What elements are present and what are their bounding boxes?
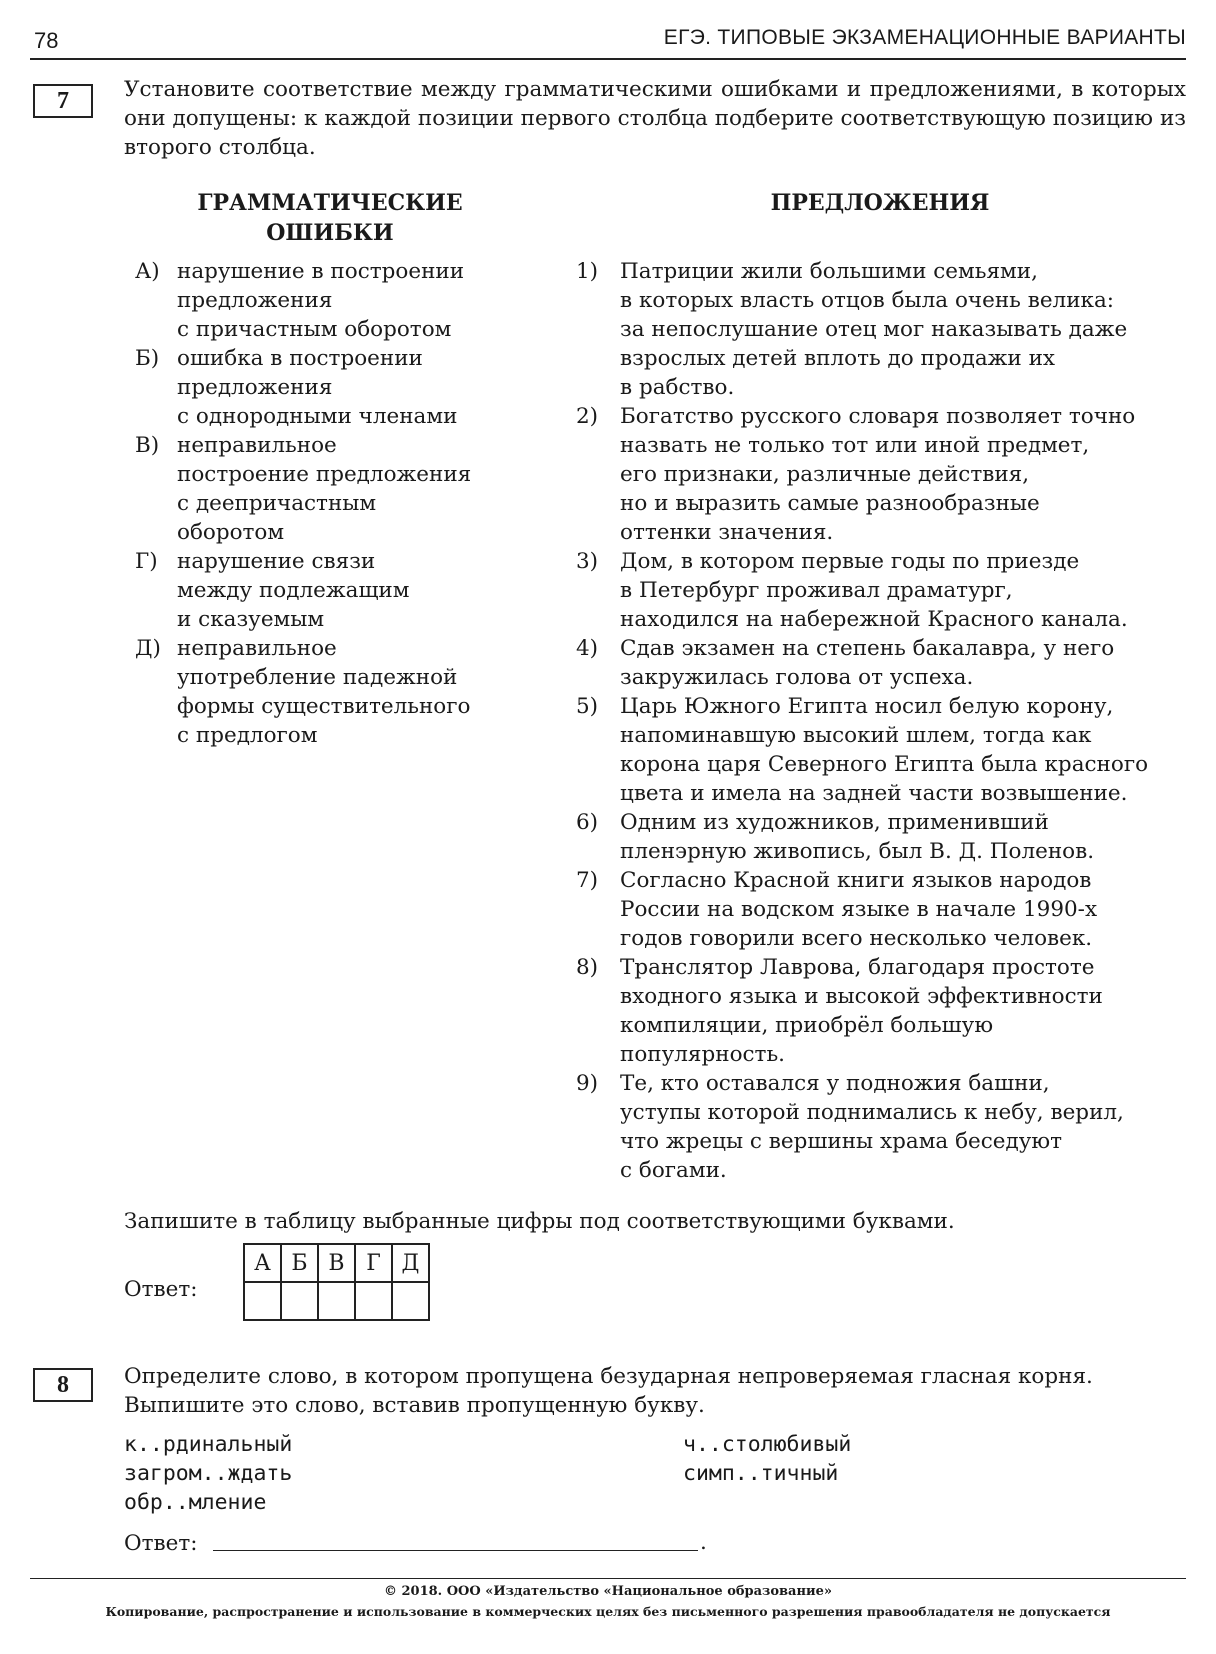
error-item-marker: Г) <box>135 549 158 574</box>
error-item-text-line: и сказуемым <box>177 607 325 632</box>
task-8-instruction-line-2: Выпишите это слово, вставив пропущенную букву. <box>124 1393 705 1418</box>
sentence-item-text-line: уступы которой поднимались к небу, верил, <box>620 1100 1124 1125</box>
sentence-item <box>576 808 1191 866</box>
answer-table <box>243 1243 430 1321</box>
sentence-item-text-line: что жрецы с вершины храма беседуют <box>620 1129 1062 1154</box>
sentence-item-text-line: в рабство. <box>620 375 735 400</box>
sentence-item-text-line: с богами. <box>620 1158 727 1183</box>
sentence-item-text-line: корона царя Северного Египта была красного <box>620 752 1149 777</box>
answer-table-letter: В <box>318 1244 355 1282</box>
word-option: загром..ждать <box>124 1461 293 1486</box>
task-7-number-box: 7 <box>33 84 93 118</box>
sentence-item-text-line: Согласно Красной книги языков народов <box>620 868 1092 893</box>
sentence-item-text-line: Богатство русского словаря позволяет точно <box>620 404 1136 429</box>
sentence-item-text-line: Дом, в котором первые годы по приезде <box>620 549 1080 574</box>
sentence-item <box>576 953 1191 1069</box>
sentence-item-text-line: пленэрную живопись, был В. Д. Поленов. <box>620 839 1095 864</box>
error-item-text-line: с причастным оборотом <box>177 317 452 342</box>
task-7-answer-label: Ответ: <box>124 1277 198 1302</box>
answer-table-letter: Г <box>355 1244 392 1282</box>
error-item-text-line: с однородными членами <box>177 404 458 429</box>
task-8-number-box: 8 <box>33 1368 93 1402</box>
word-option: обр..мление <box>124 1490 267 1515</box>
answer-table-blanks-row <box>244 1282 429 1320</box>
errors-list <box>135 257 535 750</box>
answer-period: . <box>700 1530 707 1555</box>
sentences-column-header: ПРЕДЛОЖЕНИЯ <box>770 190 990 216</box>
error-item-text-line: употребление падежной <box>177 665 458 690</box>
sentence-item <box>576 1069 1191 1185</box>
sentence-item-text-line: оттенки значения. <box>620 520 834 545</box>
sentence-item-text-line: Те, кто оставался у подножия башни, <box>620 1071 1050 1096</box>
sentence-item-marker: 6) <box>576 810 599 835</box>
sentence-item-text-line: но и выразить самые разнообразные <box>620 491 1040 516</box>
task-8-instruction-line-1: Определите слово, в котором пропущена безударная непроверяемая гласная корня. <box>124 1364 1093 1389</box>
answer-table-letter: Б <box>281 1244 318 1282</box>
error-item <box>135 257 535 344</box>
error-item-text-line: формы существительного <box>177 694 471 719</box>
error-item-text-line: с деепричастным <box>177 491 377 516</box>
error-item <box>135 634 535 750</box>
error-item-marker: А) <box>135 259 160 284</box>
error-item-text-line: предложения <box>177 288 333 313</box>
sentence-item-text-line: в которых власть отцов была очень велика: <box>620 288 1115 313</box>
error-item-text-line: неправильное <box>177 433 337 458</box>
sentence-item-text-line: входного языка и высокой эффективности <box>620 984 1103 1009</box>
legal-notice: Копирование, распространение и использование в коммерческих целях без письменного разрешения правообладателя не допускается <box>105 1604 1111 1619</box>
sentences-list <box>576 257 1191 1185</box>
sentence-item <box>576 634 1191 692</box>
error-item-text-line: построение предложения <box>177 462 472 487</box>
error-item-text-line: ошибка в построении <box>177 346 423 371</box>
error-item-text-line: нарушение связи <box>177 549 376 574</box>
errors-column-header <box>140 188 520 248</box>
sentence-item-text-line: компиляции, приобрёл большую <box>620 1013 994 1038</box>
error-item <box>135 344 535 431</box>
sentence-item-text-line: Патриции жили большими семьями, <box>620 259 1038 284</box>
footer-divider <box>30 1578 1186 1579</box>
answer-table-cell[interactable] <box>281 1282 318 1320</box>
sentence-item <box>576 547 1191 634</box>
sentence-item-marker: 7) <box>576 868 599 893</box>
answer-table-cell[interactable] <box>318 1282 355 1320</box>
sentence-item-marker: 4) <box>576 636 599 661</box>
sentence-item-text-line: находился на набережной Красного канала. <box>620 607 1128 632</box>
word-option: к..рдинальный <box>124 1432 293 1457</box>
sentence-item-marker: 8) <box>576 955 599 980</box>
sentence-item-text-line: Транслятор Лаврова, благодаря простоте <box>620 955 1095 980</box>
error-item-text-line: оборотом <box>177 520 285 545</box>
sentence-item-text-line: взрослых детей вплоть до продажи их <box>620 346 1056 371</box>
sentence-item <box>576 692 1191 808</box>
sentence-item-text-line: напоминавшую высокий шлем, тогда как <box>620 723 1092 748</box>
sentence-item-text-line: Одним из художников, применивший <box>620 810 1049 835</box>
sentence-item-text-line: годов говорили всего несколько человек. <box>620 926 1093 951</box>
table-instruction: Запишите в таблицу выбранные цифры под соответствующими буквами. <box>124 1209 955 1234</box>
error-item-text-line: с предлогом <box>177 723 318 748</box>
sentence-item-marker: 1) <box>576 259 599 284</box>
errors-header-line-2: ОШИБКИ <box>266 220 394 246</box>
error-item <box>135 547 535 634</box>
sentence-item-text-line: за непослушание отец мог наказывать даже <box>620 317 1128 342</box>
answer-table-cell[interactable] <box>392 1282 429 1320</box>
errors-header-line-1: ГРАММАТИЧЕСКИЕ <box>197 190 463 216</box>
answer-table-cell[interactable] <box>244 1282 281 1320</box>
sentence-item-text-line: цвета и имела на задней части возвышение. <box>620 781 1128 806</box>
error-item-text-line: между подлежащим <box>177 578 410 603</box>
copyright: © 2018. ООО «Издательство «Национальное образование» <box>383 1584 833 1599</box>
error-item-text-line: неправильное <box>177 636 337 661</box>
page-number: 78 <box>34 28 59 53</box>
sentence-item-text-line: России на водском языке в начале 1990-х <box>620 897 1098 922</box>
sentence-item-text-line: закружилась голова от успеха. <box>620 665 974 690</box>
answer-table-cell[interactable] <box>355 1282 392 1320</box>
error-item-text-line: нарушение в построении <box>177 259 465 284</box>
sentence-item-text-line: его признаки, различные действия, <box>620 462 1030 487</box>
answer-table-letter: Д <box>392 1244 429 1282</box>
sentence-item-marker: 3) <box>576 549 599 574</box>
running-title: ЕГЭ. ТИПОВЫЕ ЭКЗАМЕНАЦИОННЫЕ ВАРИАНТЫ <box>663 26 1186 49</box>
error-item-marker: Б) <box>135 346 160 371</box>
sentence-item <box>576 402 1191 547</box>
word-option: симп..тичный <box>683 1461 839 1486</box>
error-item-marker: В) <box>135 433 160 458</box>
sentence-item <box>576 257 1191 402</box>
task-8-answer-line[interactable] <box>213 1550 698 1551</box>
error-item-text-line: предложения <box>177 375 333 400</box>
sentence-item-text-line: назвать не только тот или иной предмет, <box>620 433 1090 458</box>
task-7-instruction: Установите соответствие между грамматическими ошибками и предложениями, в которых они допущены: к каждой позиции первого столбца подберите соответствующую позицию из второго столбца. <box>124 77 1186 160</box>
sentence-item-text-line: популярность. <box>620 1042 785 1067</box>
task-8-answer-label: Ответ: <box>124 1531 198 1556</box>
error-item <box>135 431 535 547</box>
page-header <box>30 18 1186 60</box>
task-8-instruction <box>124 1362 1186 1420</box>
sentence-item-marker: 9) <box>576 1071 599 1096</box>
error-item-marker: Д) <box>135 636 161 661</box>
sentence-item <box>576 866 1191 953</box>
word-option: ч..столюбивый <box>683 1432 852 1457</box>
answer-table-letters-row <box>244 1244 429 1282</box>
sentence-item-marker: 5) <box>576 694 599 719</box>
sentence-item-text-line: в Петербург проживал драматург, <box>620 578 1013 603</box>
sentence-item-text-line: Сдав экзамен на степень бакалавра, у него <box>620 636 1115 661</box>
sentence-item-text-line: Царь Южного Египта носил белую корону, <box>620 694 1114 719</box>
answer-table-letter: А <box>244 1244 281 1282</box>
sentence-item-marker: 2) <box>576 404 599 429</box>
